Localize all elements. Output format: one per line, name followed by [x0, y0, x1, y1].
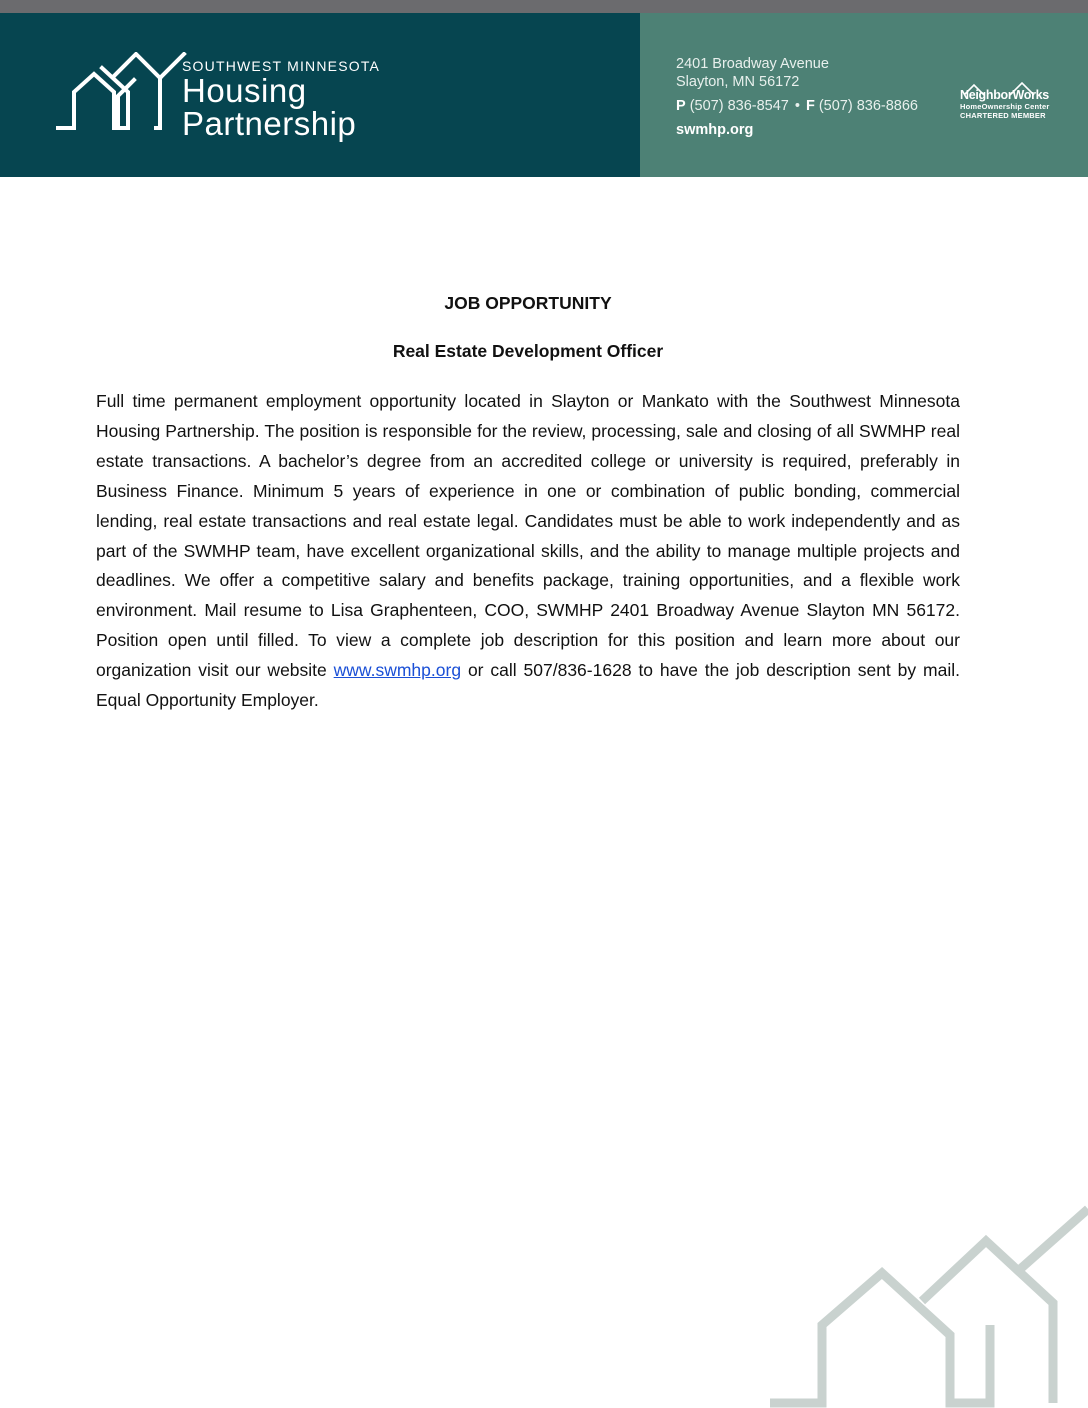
document-title: JOB OPPORTUNITY [444, 293, 612, 313]
houses-outline-icon [56, 52, 192, 134]
logo-name-line1: Housing [182, 72, 307, 109]
phone-label: P [676, 98, 686, 114]
logo-wordmark [182, 58, 380, 140]
contact-separator: • [794, 98, 800, 114]
contact-block [676, 55, 918, 139]
website-link[interactable]: www.swmhp.org [333, 660, 462, 681]
logo-org-line: SOUTHWEST MINNESOTA [182, 58, 381, 74]
fax-label: F [805, 98, 815, 114]
neighborworks-tagline: HomeOwnership Center [960, 102, 1050, 111]
contact-city: Slayton, MN 56172 [676, 74, 800, 90]
fax-number: (507) 836-8866 [818, 98, 919, 114]
neighborworks-member: CHARTERED MEMBER [960, 111, 1046, 120]
neighborworks-logo [960, 84, 1056, 120]
top-strip [0, 0, 1088, 13]
position-title: Real Estate Development Officer [392, 341, 664, 361]
phone-number: (507) 836-8547 [689, 98, 789, 114]
contact-website: swmhp.org [676, 122, 754, 138]
description-text: Full time permanent employment opportunity located in Slayton or Mankato with the Southwest Minnesota Housing Partnership. The position is responsible for the review, processing, sale and closing of all SWMHP real estate transactions. A bachelor’s degree from an accredited college or university is required, preferably in Business Finance. Minimum 5 years of experience in one or combination of public bonding, commercial lending, real estate transactions and real estate legal. Candidates must be able to work independently and as part of the SWMHP team, have excellent organizational skills, and the ability to manage multiple projects and deadlines. We offer a competitive salary and benefits package, training opportunities, and a flexible work environment. Mail resume to Lisa Graphenteen, COO, SWMHP 2401 Broadway Avenue Slayton MN 56172. Position open until filled. To view a complete job description for this position and learn more about our organization visit our website [96, 391, 960, 681]
job-description [96, 387, 960, 716]
logo-name-line2: Partnership [182, 105, 357, 142]
contact-street: 2401 Broadway Avenue [676, 56, 829, 72]
neighborworks-roof-icon [960, 82, 1052, 96]
job-posting [96, 291, 960, 716]
neighborworks-name: NeighborWorks [960, 88, 1049, 102]
contact-phone-row [676, 97, 918, 115]
description-text-end: or call 507/836-1628 to have the job description sent by mail. Equal Opportunity Employer. [96, 660, 960, 711]
houses-outline-watermark-icon [770, 1205, 1088, 1408]
